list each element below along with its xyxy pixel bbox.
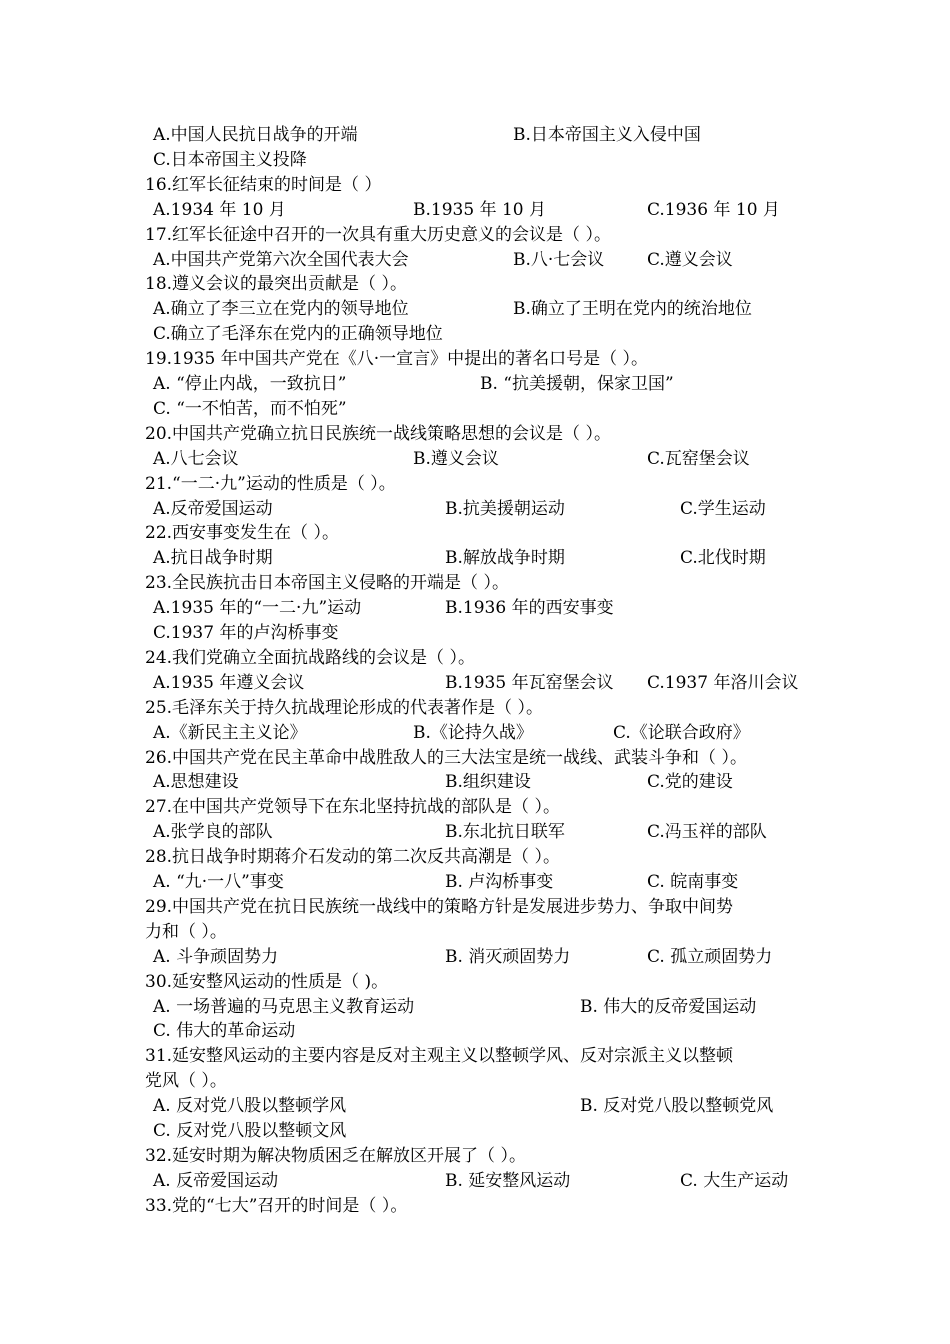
question-text: 17.红军长征途中召开的一次具有重大历史意义的会议是（ ）。 bbox=[145, 224, 611, 245]
answer-option: C.瓦窑堡会议 bbox=[647, 448, 750, 469]
answer-option: B.1935 年瓦窑堡会议 bbox=[445, 672, 614, 693]
answer-option: C.确立了毛泽东在党内的正确领导地位 bbox=[153, 324, 443, 345]
answer-option: A. 斗争顽固势力 bbox=[153, 946, 279, 967]
answer-option: C.1937 年的卢沟桥事变 bbox=[153, 623, 339, 643]
answer-option: B. 延安整风运动 bbox=[445, 1170, 571, 1191]
answer-option: A.1935 年遵义会议 bbox=[153, 672, 305, 693]
question-text: 26.中国共产党在民主革命中战胜敌人的三大法宝是统一战线、武装斗争和（ ）。 bbox=[145, 747, 747, 768]
question-text: 32.延安时期为解决物质困乏在解放区开展了（ ）。 bbox=[145, 1145, 526, 1166]
answer-option: A. 反对党八股以整顿学风 bbox=[153, 1096, 347, 1117]
answer-option: B.东北抗日联军 bbox=[445, 822, 565, 843]
answer-option: A.《新民主主义论》 bbox=[153, 722, 307, 743]
answer-option: A.中国人民抗日战争的开端 bbox=[153, 125, 358, 145]
answer-option: B. “抗美援朝，保家卫国” bbox=[480, 374, 674, 394]
answer-option: C.学生运动 bbox=[680, 498, 766, 519]
answer-option: C. “一不怕苦，而不怕死” bbox=[153, 398, 347, 419]
question-text: 23.全民族抗击日本帝国主义侵略的开端是（ ）。 bbox=[145, 573, 509, 594]
answer-option: A.抗日战争时期 bbox=[153, 548, 273, 569]
question-text: 25.毛泽东关于持久抗战理论形成的代表著作是（ ）。 bbox=[145, 697, 543, 718]
answer-option: A. “停止内战，一致抗日” bbox=[153, 374, 347, 394]
answer-option: C.党的建设 bbox=[647, 772, 733, 793]
question-text: 20.中国共产党确立抗日民族统一战线策略思想的会议是（ ）。 bbox=[145, 423, 611, 444]
answer-option: C.冯玉祥的部队 bbox=[647, 822, 767, 843]
answer-option: B. 消灭顽固势力 bbox=[445, 946, 571, 967]
answer-option: B.1936 年的西安事变 bbox=[445, 598, 614, 619]
answer-option: C.1936 年 10 月 bbox=[647, 199, 780, 220]
question-text: 18.遵义会议的最突出贡献是（ ）。 bbox=[145, 274, 407, 295]
answer-option: A.1935 年的“一二·九”运动 bbox=[153, 598, 362, 619]
question-text: 力和（ ）。 bbox=[145, 921, 227, 942]
answer-option: B.日本帝国主义入侵中国 bbox=[513, 125, 701, 145]
answer-option: A.思想建设 bbox=[153, 772, 239, 793]
question-text: 27.在中国共产党领导下在东北坚持抗战的部队是（ ）。 bbox=[145, 797, 560, 818]
question-text: 29.中国共产党在抗日民族统一战线中的策略方针是发展进步势力、争取中间势 bbox=[145, 896, 734, 917]
question-text: 24.我们党确立全面抗战路线的会议是（ ）。 bbox=[145, 647, 475, 668]
answer-option: B.八·七会议 bbox=[513, 249, 605, 270]
answer-option: B.确立了王明在党内的统治地位 bbox=[513, 299, 752, 320]
question-text: 党风（ ）。 bbox=[145, 1071, 227, 1092]
answer-option: C. 反对党八股以整顿文风 bbox=[153, 1121, 347, 1141]
answer-option: B.抗美援朝运动 bbox=[445, 498, 565, 519]
answer-option: B.组织建设 bbox=[445, 772, 531, 793]
answer-option: B.1935 年 10 月 bbox=[413, 199, 547, 220]
answer-option: A.中国共产党第六次全国代表大会 bbox=[153, 249, 409, 270]
answer-option: B.解放战争时期 bbox=[445, 548, 565, 569]
question-text: 21.“一二·九”运动的性质是（ ）。 bbox=[145, 473, 396, 494]
answer-option: A. “九·一八”事变 bbox=[153, 872, 284, 892]
answer-option: C. 孤立顽固势力 bbox=[647, 946, 773, 967]
question-text: 33.党的“七大”召开的时间是（ ）。 bbox=[145, 1195, 408, 1216]
answer-option: B. 卢沟桥事变 bbox=[445, 872, 554, 892]
answer-option: C. 皖南事变 bbox=[647, 872, 739, 892]
answer-option: A. 反帝爱国运动 bbox=[153, 1170, 279, 1191]
answer-option: A. 一场普遍的马克思主义教育运动 bbox=[153, 996, 415, 1017]
answer-option: A.张学良的部队 bbox=[153, 822, 273, 843]
answer-option: A.反帝爱国运动 bbox=[153, 498, 273, 519]
answer-option: C.遵义会议 bbox=[647, 249, 733, 270]
question-text: 28.抗日战争时期蒋介石发动的第二次反共高潮是（ ）。 bbox=[145, 847, 560, 868]
answer-option: C. 伟大的革命运动 bbox=[153, 1021, 296, 1042]
answer-option: C.日本帝国主义投降 bbox=[153, 149, 307, 170]
answer-option: A.1934 年 10 月 bbox=[153, 199, 286, 220]
question-text: 31.延安整风运动的主要内容是反对主观主义以整顿学风、反对宗派主义以整顿 bbox=[145, 1046, 734, 1067]
answer-option: C.1937 年洛川会议 bbox=[647, 672, 799, 693]
question-text: 22.西安事变发生在（ ）。 bbox=[145, 523, 339, 544]
answer-option: C.《论联合政府》 bbox=[613, 722, 750, 743]
answer-option: B.《论持久战》 bbox=[413, 722, 533, 743]
question-text: 16.红军长征结束的时间是（ ） bbox=[145, 174, 382, 195]
question-text: 19.1935 年中国共产党在《八·一宣言》中提出的著名口号是（ ）。 bbox=[145, 349, 649, 370]
answer-option: B. 反对党八股以整顿党风 bbox=[580, 1096, 774, 1117]
answer-option: A.八七会议 bbox=[153, 448, 239, 469]
question-text: 30.延安整风运动的性质是（ )。 bbox=[145, 971, 389, 992]
answer-option: A.确立了李三立在党内的领导地位 bbox=[153, 299, 409, 320]
answer-option: C. 大生产运动 bbox=[680, 1170, 789, 1191]
answer-option: B. 伟大的反帝爱国运动 bbox=[580, 996, 757, 1017]
answer-option: B.遵义会议 bbox=[413, 448, 499, 469]
answer-option: C.北伐时期 bbox=[680, 548, 766, 569]
